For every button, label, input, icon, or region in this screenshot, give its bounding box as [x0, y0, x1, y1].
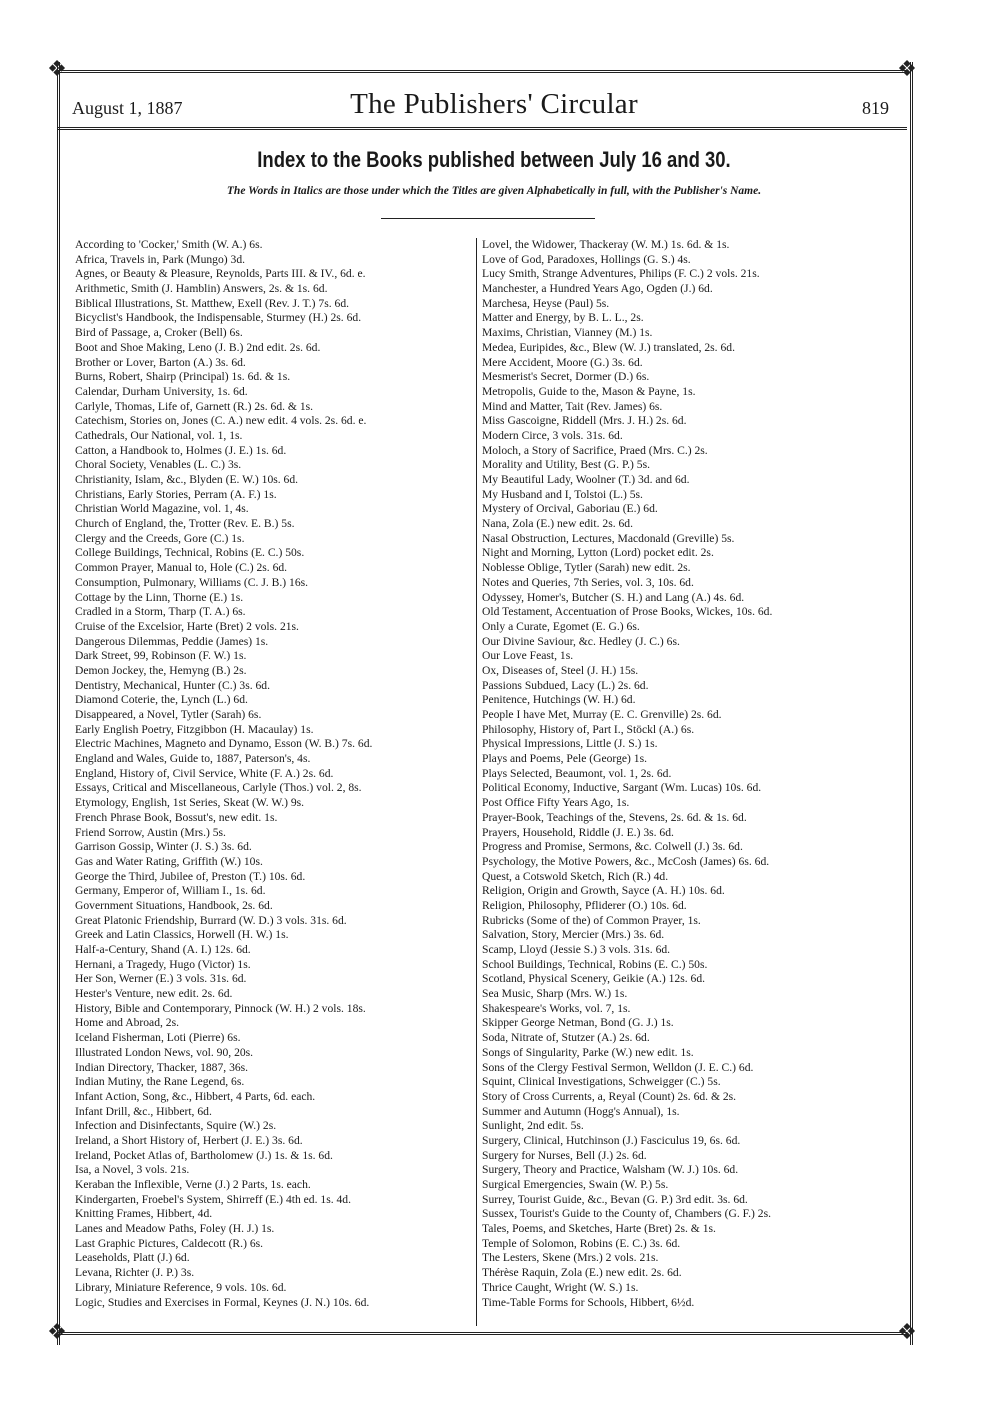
bottom-double-rule	[57, 1332, 907, 1335]
corner-ornament-icon: ❖	[897, 57, 917, 82]
index-entry: Infant Drill, &c., Hibbert, 6d.	[75, 1104, 212, 1118]
index-entry: Garrison Gossip, Winter (J. S.) 3s. 6d.	[75, 840, 252, 854]
index-entry: French Phrase Book, Bossut's, new edit. 1s.	[75, 810, 278, 824]
index-entry: Post Office Fifty Years Ago, 1s.	[482, 796, 630, 810]
index-entry: Keraban the Inflexible, Verne (J.) 2 Parts, 1s. each.	[75, 1178, 311, 1191]
index-entry: Disappeared, a Novel, Tytler (Sarah) 6s.	[75, 708, 262, 721]
index-entry: Surgical Emergencies, Swain (W. P.) 5s.	[482, 1178, 669, 1191]
index-entry: England, History of, Civil Service, White (F. A.) 2s. 6d.	[75, 766, 334, 780]
index-entry: Bird of Passage, a, Croker (Bell) 6s.	[75, 326, 243, 340]
index-entry: Passions Subdued, Lacy (L.) 2s. 6d.	[482, 678, 649, 692]
index-entry: Cathedrals, Our National, vol. 1, 1s.	[75, 428, 243, 442]
index-entry: Religion, Philosophy, Pfliderer (O.) 10s. 6d.	[482, 898, 687, 912]
section-divider	[381, 218, 595, 219]
index-entry: Nasal Obstruction, Lectures, Macdonald (Greville) 5s.	[482, 531, 735, 545]
index-entry: Medea, Euripides, &c., Blew (W. J.) translated, 2s. 6d.	[482, 340, 735, 354]
index-entry: Notes and Queries, 7th Series, vol. 3, 10s. 6d.	[482, 575, 694, 589]
index-entry: Sons of the Clergy Festival Sermon, Welldon (J. E. C.) 6d.	[482, 1060, 754, 1074]
index-entry: Gas and Water Rating, Griffith (W.) 10s.	[75, 854, 263, 868]
index-entry: Common Prayer, Manual to, Hole (C.) 2s. 6d.	[75, 561, 288, 575]
index-entry: Ireland, Pocket Atlas of, Bartholomew (J.) 1s. & 1s. 6d.	[75, 1148, 333, 1162]
index-entry: Psychology, the Motive Powers, &c., McCosh (James) 6s. 6d.	[482, 854, 770, 868]
index-entry: Consumption, Pulmonary, Williams (C. J. B.) 16s.	[75, 575, 309, 589]
index-entry: Half-a-Century, Shand (A. I.) 12s. 6d.	[75, 943, 251, 956]
index-entry: Cruise of the Excelsior, Harte (Bret) 2 vols. 21s.	[75, 619, 299, 633]
page-number: 819	[862, 98, 889, 118]
index-entry: Lucy Smith, Strange Adventures, Philips (F. C.) 2 vols. 21s.	[482, 267, 760, 281]
index-entry: Miss Gascoigne, Riddell (Mrs. J. H.) 2s. 6d.	[482, 414, 687, 428]
index-entry: Home and Abroad, 2s.	[75, 1016, 180, 1030]
index-entry: Church of England, the, Trotter (Rev. E. B.) 5s.	[75, 517, 295, 531]
index-entry: Odyssey, Homer's, Butcher (S. H.) and Lang (A.) 4s. 6d.	[482, 590, 745, 604]
index-entry: Mind and Matter, Tait (Rev. James) 6s.	[482, 399, 663, 413]
index-entry: Manchester, a Hundred Years Ago, Ogden (J.) 6d.	[482, 282, 713, 296]
index-entry: Dentistry, Mechanical, Hunter (C.) 3s. 6d.	[75, 678, 271, 692]
index-entry: Hernani, a Tragedy, Hugo (Victor) 1s.	[75, 957, 251, 971]
index-entry: England and Wales, Guide to, 1887, Paterson's, 4s.	[75, 752, 311, 766]
index-entry: Dangerous Dilemmas, Peddie (James) 1s.	[75, 634, 269, 648]
index-entry: Christian World Magazine, vol. 1, 4s.	[75, 502, 249, 516]
index-entry: Plays and Poems, Pele (George) 1s.	[482, 752, 647, 766]
corner-ornament-icon: ❖	[47, 1320, 67, 1345]
index-entry: Salvation, Story, Mercier (Mrs.) 3s. 6d.	[482, 928, 665, 942]
column-divider	[476, 238, 477, 1326]
index-entry: Bicyclist's Handbook, the Indispensable, Sturmey (H.) 2s. 6d.	[75, 311, 362, 325]
index-entry: Brother or Lover, Barton (A.) 3s. 6d.	[75, 355, 246, 369]
index-entry: School Buildings, Technical, Robins (E. C.) 50s.	[482, 957, 708, 971]
index-entry: Tales, Poems, and Sketches, Harte (Bret) 2s. & 1s.	[482, 1222, 716, 1236]
index-entry: Levana, Richter (J. P.) 3s.	[75, 1266, 195, 1280]
top-double-rule	[57, 70, 907, 73]
index-entry: Calendar, Durham University, 1s. 6d.	[75, 384, 248, 398]
index-entry: Progress and Promise, Sermons, &c. Colwell (J.) 3s. 6d.	[482, 840, 743, 854]
index-entry: Germany, Emperor of, William I., 1s. 6d.	[75, 884, 266, 898]
index-entry: Surgery for Nurses, Bell (J.) 2s. 6d.	[482, 1148, 647, 1162]
index-entry: Our Love Feast, 1s.	[482, 649, 574, 663]
index-entry: Indian Mutiny, the Rane Legend, 6s.	[75, 1075, 245, 1089]
index-entry: Clergy and the Creeds, Gore (C.) 1s.	[75, 531, 245, 545]
index-entry: Mere Accident, Moore (G.) 3s. 6d.	[482, 355, 643, 369]
index-entry: Boot and Shoe Making, Leno (J. B.) 2nd edit. 2s. 6d.	[75, 340, 321, 354]
index-entry: Lanes and Meadow Paths, Foley (H. J.) 1s.	[75, 1222, 275, 1236]
index-entry: Quest, a Cotswold Sketch, Rich (R.) 4d.	[482, 869, 669, 883]
index-entry: Metropolis, Guide to the, Mason & Payne, 1s.	[482, 384, 696, 398]
index-entry: Government Situations, Handbook, 2s. 6d.	[75, 898, 273, 912]
index-entry: My Husband and I, Tolstoi (L.) 5s.	[482, 487, 643, 501]
index-entry: Greek and Latin Classics, Horwell (H. W.) 1s.	[75, 928, 289, 942]
index-entry: Temple of Solomon, Robins (E. C.) 3s. 6d.	[482, 1236, 681, 1250]
issue-date: August 1, 1887	[72, 98, 183, 118]
index-entry: According to 'Cocker,' Smith (W. A.) 6s.	[75, 238, 263, 251]
index-entry: Dark Street, 99, Robinson (F. W.) 1s.	[75, 649, 247, 663]
index-entry: Ireland, a Short History of, Herbert (J. E.) 3s. 6d.	[75, 1133, 303, 1147]
index-entry: Morality and Utility, Best (G. P.) 5s.	[482, 458, 650, 472]
index-entry: Christianity, Islam, &c., Blyden (E. W.) 10s. 6d.	[75, 473, 299, 486]
index-entry: Squint, Clinical Investigations, Schweigger (C.) 5s.	[482, 1075, 721, 1089]
index-entry: Etymology, English, 1st Series, Skeat (W. W.) 9s.	[75, 796, 305, 810]
index-entry: Soda, Nitrate of, Stutzer (A.) 2s. 6d.	[482, 1031, 650, 1045]
index-entry: Burns, Robert, Shairp (Principal) 1s. 6d. & 1s.	[75, 370, 291, 384]
index-entry: Leaseholds, Platt (J.) 6d.	[75, 1251, 190, 1265]
index-entry: Kindergarten, Froebel's System, Shirreff (E.) 4th ed. 1s. 4d.	[75, 1192, 351, 1206]
index-entry: Sussex, Tourist's Guide to the County of, Chambers (G. F.) 2s.	[482, 1207, 772, 1221]
index-subtitle: The Words in Italics are those under which the Titles are given Alphabetically in full, with the Publisher's Name.	[226, 185, 762, 197]
index-entry: Illustrated London News, vol. 90, 20s.	[75, 1045, 254, 1059]
index-entry: Hester's Venture, new edit. 2s. 6d.	[75, 987, 233, 1001]
index-entry: Summer and Autumn (Hogg's Annual), 1s.	[482, 1104, 680, 1118]
index-entry: Isa, a Novel, 3 vols. 21s.	[75, 1163, 190, 1177]
index-entry: Skipper George Netman, Bond (G. J.) 1s.	[482, 1016, 674, 1030]
index-entry: Songs of Singularity, Parke (W.) new edit. 1s.	[482, 1045, 694, 1059]
index-entry: Choral Society, Venables (L. C.) 3s.	[75, 458, 242, 472]
index-entry: Plays Selected, Beaumont, vol. 1, 2s. 6d.	[482, 766, 672, 780]
index-entry: Marchesa, Heyse (Paul) 5s.	[482, 296, 610, 310]
index-entry: Infant Action, Song, &c., Hibbert, 4 Parts, 6d. each.	[75, 1089, 316, 1103]
index-entry: Arithmetic, Smith (J. Hamblin) Answers, 2s. & 1s. 6d.	[75, 282, 328, 296]
index-title: Index to the Books published between July 16 and 30.	[257, 147, 731, 172]
index-column-right	[482, 238, 894, 1310]
index-entry: Mystery of Orcival, Gaboriau (E.) 6d.	[482, 502, 658, 516]
index-entry: Logic, Studies and Exercises in Formal, Keynes (J. N.) 10s. 6d.	[75, 1295, 370, 1309]
index-entry: Catton, a Handbook to, Holmes (J. E.) 1s. 6d.	[75, 443, 287, 457]
index-column-left	[75, 238, 473, 1310]
index-entry: Physical Impressions, Little (J. S.) 1s.	[482, 737, 658, 751]
index-entry: Modern Circe, 3 vols. 31s. 6d.	[482, 428, 623, 442]
publication-title: The Publishers' Circular	[350, 88, 638, 120]
index-entry: Indian Directory, Thacker, 1887, 36s.	[75, 1060, 249, 1074]
index-entry: History, Bible and Contemporary, Pinnock (W. H.) 2 vols. 18s.	[75, 1001, 366, 1015]
index-entry: Biblical Illustrations, St. Matthew, Exell (Rev. J. T.) 7s. 6d.	[75, 296, 350, 310]
index-entry: Scamp, Lloyd (Jessie S.) 3 vols. 31s. 6d.	[482, 943, 671, 956]
index-entry: Our Divine Saviour, &c. Hedley (J. C.) 6s.	[482, 634, 680, 648]
index-entry: Cottage by the Linn, Thorne (E.) 1s.	[75, 590, 244, 604]
index-entry: People I have Met, Murray (E. C. Grenville) 2s. 6d.	[482, 708, 722, 721]
index-entry: Ox, Diseases of, Steel (J. H.) 15s.	[482, 663, 639, 677]
index-entry: Carlyle, Thomas, Life of, Garnett (R.) 2s. 6d. & 1s.	[75, 399, 314, 413]
index-entry: Mesmerist's Secret, Dormer (D.) 6s.	[482, 370, 650, 384]
index-entry: Cradled in a Storm, Tharp (T. A.) 6s.	[75, 605, 246, 619]
index-entry: Essays, Critical and Miscellaneous, Carlyle (Thos.) vol. 2, 8s.	[75, 781, 362, 795]
index-entry: Her Son, Werner (E.) 3 vols. 31s. 6d.	[75, 972, 247, 986]
index-entry: Matter and Energy, by B. L. L., 2s.	[482, 311, 644, 325]
index-entry: Christians, Early Stories, Perram (A. F.) 1s.	[75, 487, 277, 501]
index-entry: Religion, Origin and Growth, Sayce (A. H.) 10s. 6d.	[482, 884, 725, 898]
index-entry: Moloch, a Story of Sacrifice, Praed (Mrs. C.) 2s.	[482, 443, 708, 457]
index-entry: The Lesters, Skene (Mrs.) 2 vols. 21s.	[482, 1251, 659, 1265]
index-entry: Agnes, or Beauty & Pleasure, Reynolds, Parts III. & IV., 6d. e.	[75, 267, 366, 281]
index-entry: Night and Morning, Lytton (Lord) pocket edit. 2s.	[482, 546, 714, 560]
index-entry: Story of Cross Currents, a, Reyal (Count) 2s. 6d. & 2s.	[482, 1089, 737, 1103]
index-entry: Political Economy, Inductive, Sargant (Wm. Lucas) 10s. 6d.	[482, 781, 762, 795]
index-entry: Thrice Caught, Wright (W. S.) 1s.	[482, 1280, 639, 1294]
corner-ornament-icon: ❖	[47, 57, 67, 82]
index-entry: Maxims, Christian, Vianney (M.) 1s.	[482, 326, 653, 340]
index-entry: Sea Music, Sharp (Mrs. W.) 1s.	[482, 987, 628, 1001]
index-entry: Iceland Fisherman, Loti (Pierre) 6s.	[75, 1031, 241, 1045]
index-entry: Africa, Travels in, Park (Mungo) 3d.	[75, 252, 246, 266]
index-entry: Sunlight, 2nd edit. 5s.	[482, 1119, 584, 1133]
index-entry: Scotland, Physical Scenery, Geikie (A.) 12s. 6d.	[482, 972, 706, 986]
index-entry: Time-Table Forms for Schools, Hibbert, 6½d.	[482, 1295, 695, 1309]
index-entry: Only a Curate, Egomet (E. G.) 6s.	[482, 619, 640, 633]
index-entry: My Beautiful Lady, Woolner (T.) 3d. and 6d.	[482, 473, 690, 486]
corner-ornament-icon: ❖	[897, 1320, 917, 1345]
index-entry: Demon Jockey, the, Hemyng (B.) 2s.	[75, 663, 247, 677]
index-entry: Thérèse Raquin, Zola (E.) new edit. 2s. 6d.	[482, 1266, 682, 1280]
index-entry: Prayers, Household, Riddle (J. E.) 3s. 6d.	[482, 825, 674, 839]
index-entry: Surgery, Theory and Practice, Walsham (W. J.) 10s. 6d.	[482, 1163, 739, 1177]
index-entry: Nana, Zola (E.) new edit. 2s. 6d.	[482, 517, 633, 531]
index-entry: Library, Miniature Reference, 9 vols. 10s. 6d.	[75, 1280, 287, 1294]
index-entry: Early English Poetry, Fitzgibbon (H. Macaulay) 1s.	[75, 722, 314, 736]
index-entry: Knitting Frames, Hibbert, 4d.	[75, 1207, 213, 1221]
index-entry: Prayer-Book, Teachings of the, Stevens, 2s. 6d. & 1s. 6d.	[482, 810, 747, 824]
index-entry: Noblesse Oblige, Tytler (Sarah) new edit. 2s.	[482, 561, 691, 575]
index-entry: Catechism, Stories on, Jones (C. A.) new edit. 4 vols. 2s. 6d. e.	[75, 414, 367, 428]
index-entry: College Buildings, Technical, Robins (E. C.) 50s.	[75, 546, 305, 560]
index-entry: Infection and Disinfectants, Squire (W.) 2s.	[75, 1119, 277, 1133]
index-entry: Love of God, Paradoxes, Hollings (G. S.) 4s.	[482, 252, 691, 266]
index-entry: Rubricks (Some of the) of Common Prayer, 1s.	[482, 913, 701, 927]
index-entry: Diamond Coterie, the, Lynch (L.) 6d.	[75, 693, 248, 707]
index-entry: Shakespeare's Works, vol. 7, 1s.	[482, 1001, 631, 1015]
index-entry: Lovel, the Widower, Thackeray (W. M.) 1s. 6d. & 1s.	[482, 238, 730, 251]
index-entry: Penitence, Hutchings (W. H.) 6d.	[482, 693, 636, 707]
index-entry: Philosophy, History of, Part I., Stöckl (A.) 6s.	[482, 722, 695, 736]
index-entry: Great Platonic Friendship, Burrard (W. D.) 3 vols. 31s. 6d.	[75, 913, 347, 927]
index-entry: Surgery, Clinical, Hutchinson (J.) Fasciculus 19, 6s. 6d.	[482, 1133, 741, 1147]
index-entry: Old Testament, Accentuation of Prose Books, Wickes, 10s. 6d.	[482, 605, 773, 619]
index-entry: Surrey, Tourist Guide, &c., Bevan (G. P.) 3rd edit. 3s. 6d.	[482, 1192, 748, 1206]
index-entry: Friend Sorrow, Austin (Mrs.) 5s.	[75, 825, 226, 839]
index-entry: Last Graphic Pictures, Caldecott (R.) 6s.	[75, 1236, 264, 1250]
index-entry: George the Third, Jubilee of, Preston (T.) 10s. 6d.	[75, 869, 306, 883]
header-double-rule	[57, 127, 907, 130]
index-entry: Electric Machines, Magneto and Dynamo, Esson (W. B.) 7s. 6d.	[75, 737, 373, 751]
